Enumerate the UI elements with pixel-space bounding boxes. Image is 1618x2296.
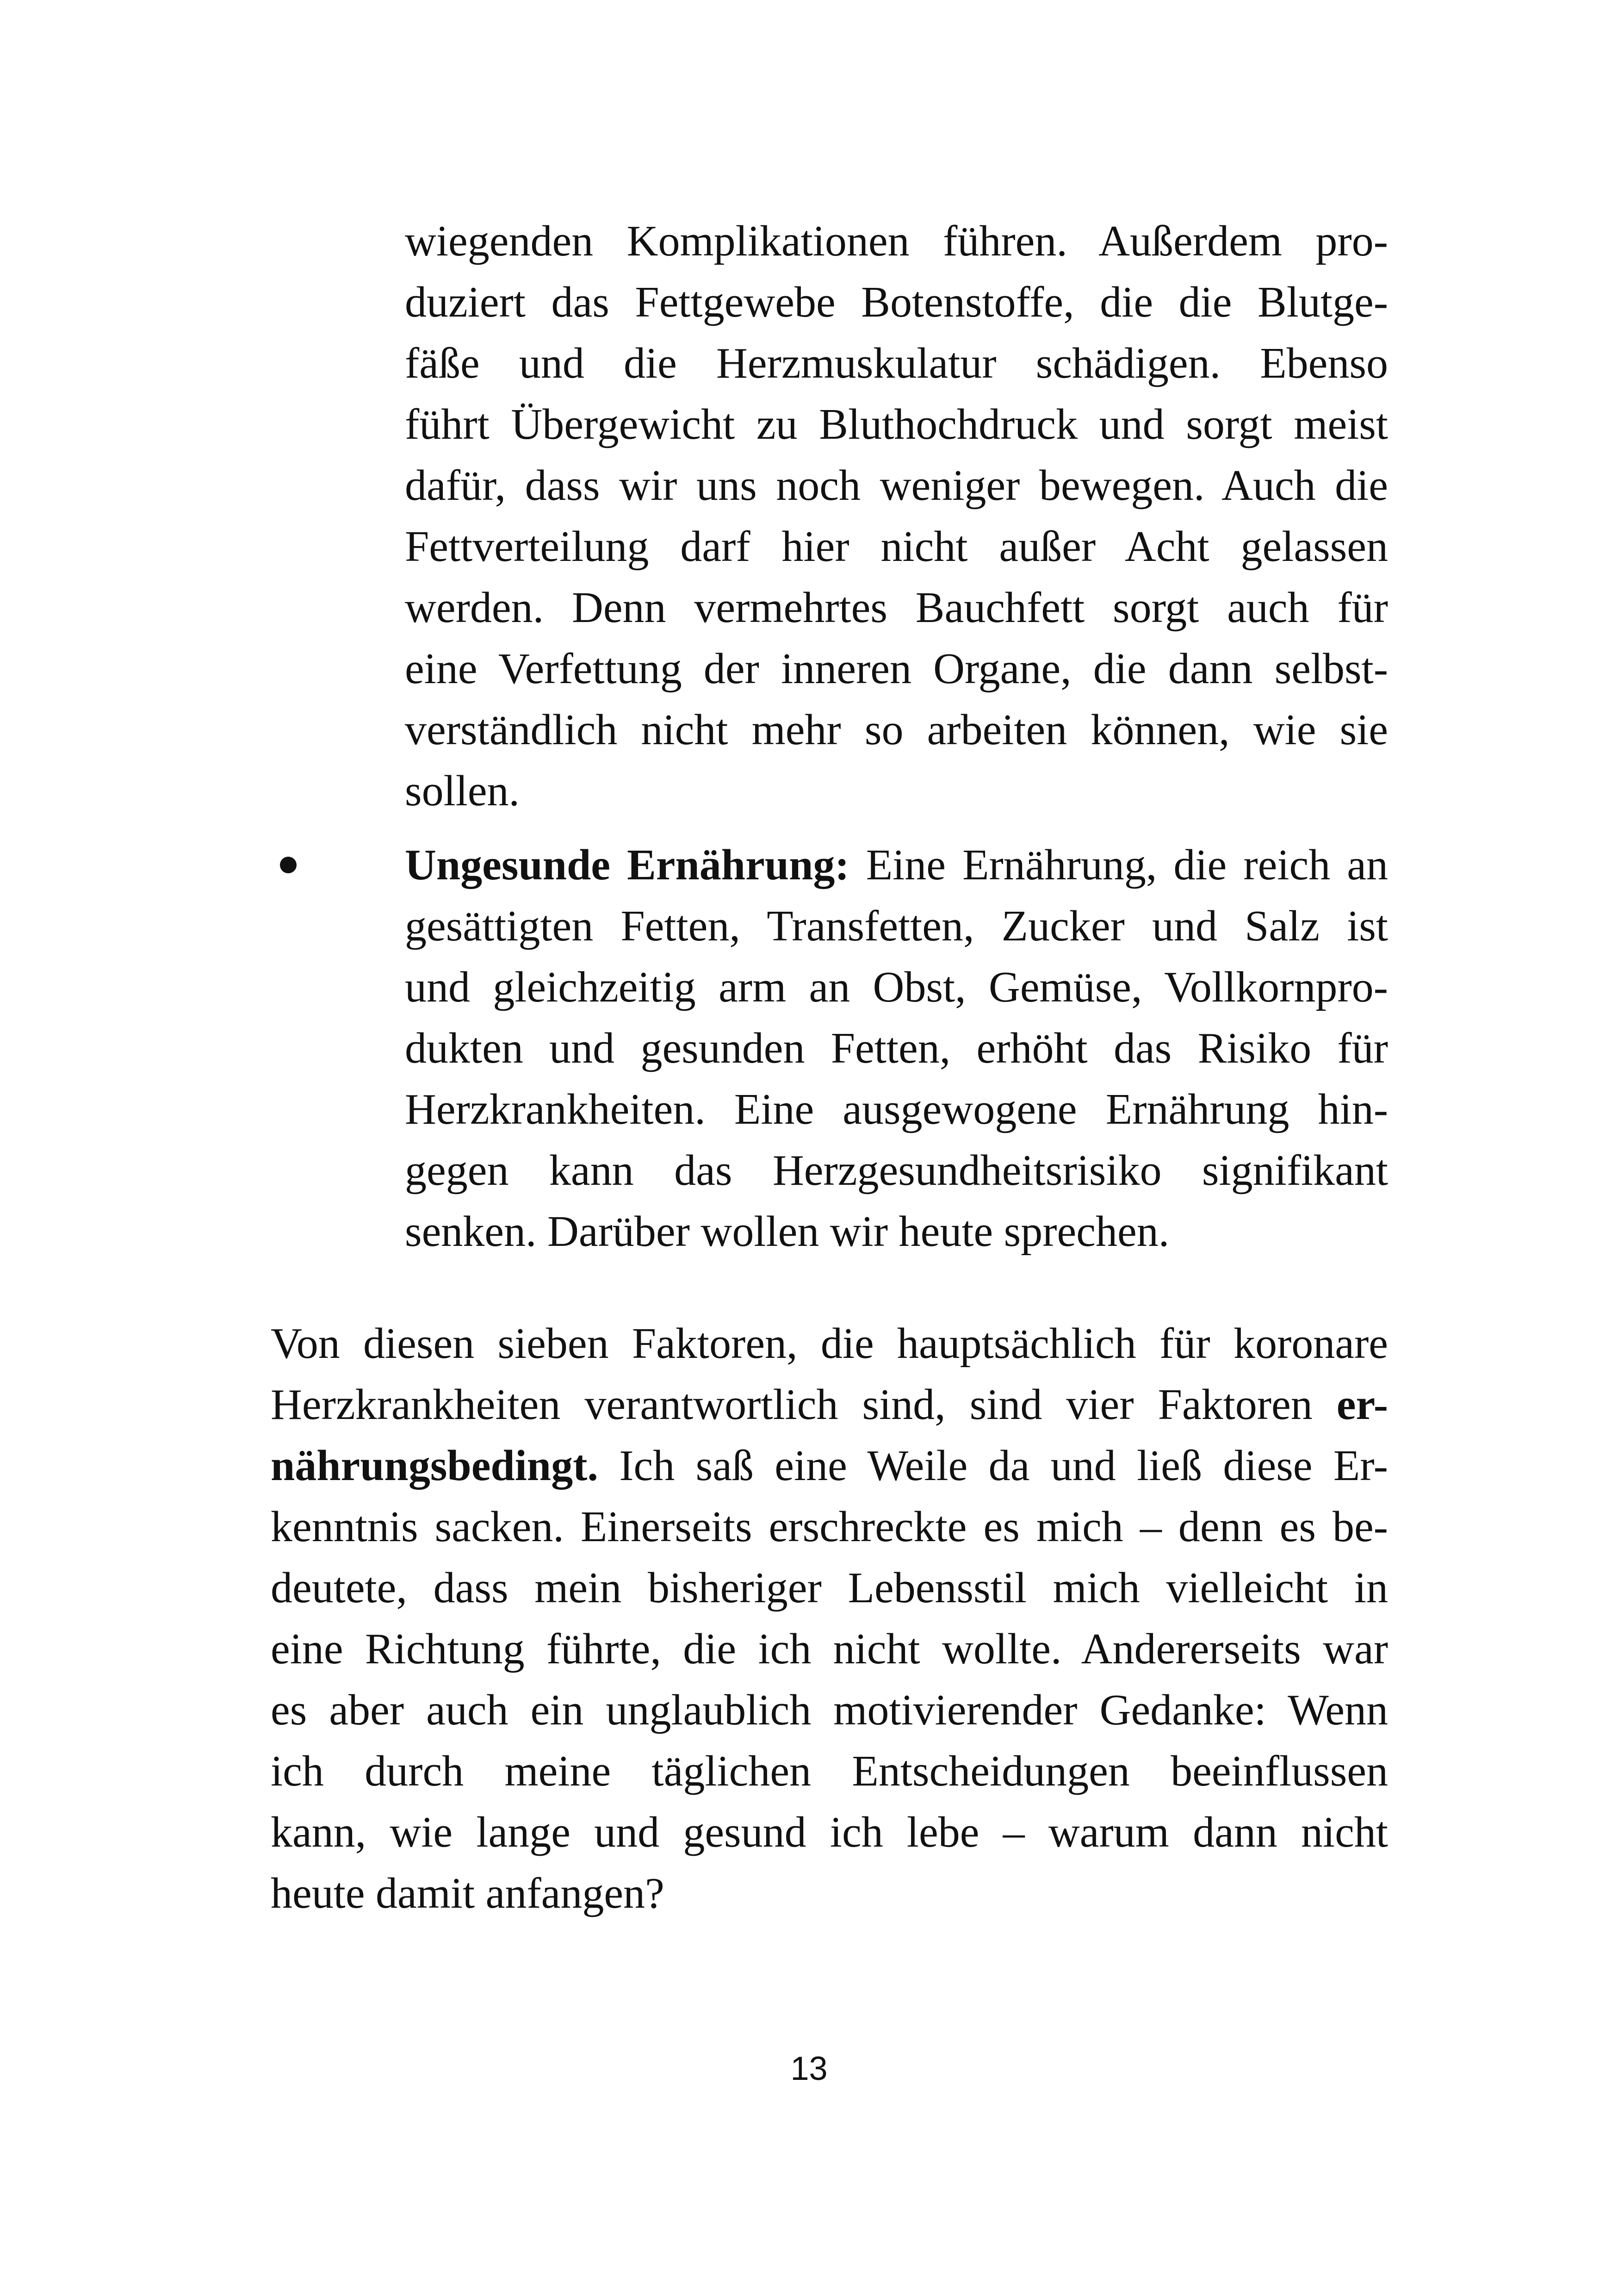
- text-line: gesättigten Fetten, Transfetten, Zucker und Salz ist: [405, 902, 1388, 950]
- bullet-heading: Ungesunde Ernährung:: [405, 841, 849, 889]
- text-line: werden. Denn vermehrtes Bauchfett sorgt auch für: [405, 584, 1388, 632]
- text-line: führt Übergewicht zu Bluthochdruck und sorgt meist: [405, 400, 1388, 448]
- text-line: und gleichzeitig arm an Obst, Gemüse, Vollkornpro-: [405, 963, 1388, 1011]
- text-line: eine Richtung führte, die ich nicht wollte. Andererseits war: [271, 1625, 1388, 1673]
- text-line: wiegenden Komplikationen führen. Außerdem pro-: [405, 217, 1388, 265]
- text-line: verständlich nicht mehr so arbeiten können, wie sie: [405, 706, 1388, 754]
- text-line: senken. Darüber wollen wir heute sprechen.: [405, 1207, 1170, 1256]
- page-number: 13: [790, 2050, 828, 2087]
- text-line: Von diesen sieben Faktoren, die hauptsächlich für koronare: [271, 1319, 1388, 1368]
- text-run: Ich saß eine Weile da und ließ diese Er-: [598, 1442, 1388, 1490]
- text-run: Herzkrankheiten verantwortlich sind, sind vier Faktoren: [271, 1381, 1337, 1429]
- text-line: es aber auch ein unglaublich motivierender Gedanke: Wenn: [271, 1686, 1388, 1734]
- text-line: [405, 834, 1388, 896]
- text-line: fäße und die Herzmuskulatur schädigen. Ebenso: [405, 339, 1388, 387]
- text-line: heute damit anfangen?: [271, 1869, 664, 1917]
- text-line: kann, wie lange und gesund ich lebe – warum dann nicht: [271, 1808, 1388, 1856]
- text-line: duziert das Fettgewebe Botenstoffe, die die Blutge-: [405, 278, 1388, 326]
- text-line: eine Verfettung der inneren Organe, die dann selbst-: [405, 645, 1388, 693]
- text-line: Fettverteilung darf hier nicht außer Acht gelassen: [405, 523, 1388, 571]
- text-line: Herzkrankheiten. Eine ausgewogene Ernährung hin-: [405, 1085, 1388, 1133]
- text-line: ich durch meine täglichen Entscheidungen beeinflussen: [271, 1747, 1388, 1795]
- text-line: [271, 1374, 1388, 1435]
- text-line: dukten und gesunden Fetten, erhöht das Risiko für: [405, 1024, 1388, 1072]
- text-line: kenntnis sacken. Einerseits erschreckte es mich – denn es be-: [271, 1503, 1388, 1551]
- text-line: deutete, dass mein bisheriger Lebensstil mich vielleicht in: [271, 1564, 1388, 1612]
- text-line: sollen.: [405, 767, 520, 815]
- text-run: Eine Ernährung, die reich an: [849, 841, 1389, 889]
- text-line: [271, 1435, 1388, 1496]
- text-line: dafür, dass wir uns noch weniger bewegen. Auch die: [405, 461, 1388, 510]
- bold-term: er-: [1336, 1381, 1388, 1429]
- text-line: gegen kann das Herzgesundheitsrisiko signifikant: [405, 1146, 1388, 1195]
- bullet-icon: [280, 857, 297, 873]
- bold-term: nährungsbedingt.: [271, 1442, 598, 1490]
